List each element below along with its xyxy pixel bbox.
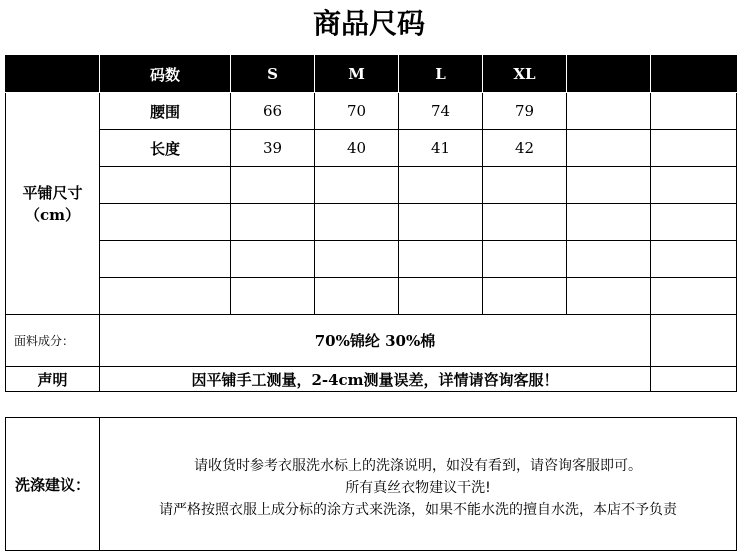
header-blank-cell	[651, 56, 737, 93]
cell-value: 70	[315, 93, 399, 130]
empty-cell	[651, 93, 737, 130]
empty-cell	[231, 204, 315, 241]
size-table	[5, 55, 737, 392]
empty-cell	[651, 278, 737, 315]
empty-cell	[567, 93, 651, 130]
row-label-length: 长度	[100, 130, 231, 167]
empty-cell	[483, 241, 567, 278]
header-code-label: 码数	[100, 56, 231, 93]
page-title: 商品尺码	[312, 7, 425, 40]
empty-cell	[483, 204, 567, 241]
header-blank-cell	[6, 56, 100, 93]
wash-instructions	[100, 418, 737, 551]
empty-cell	[567, 204, 651, 241]
header-size-m: M	[315, 56, 399, 93]
wash-line: 请严格按照衣服上成分标的涂方式来洗涤，如果不能水洗的擅自水洗，本店不予负责	[159, 502, 677, 518]
empty-cell	[399, 278, 483, 315]
header-size-xl: XL	[483, 56, 567, 93]
empty-cell	[651, 130, 737, 167]
header-size-l: L	[399, 56, 483, 93]
cell-value: 39	[231, 130, 315, 167]
empty-cell	[567, 130, 651, 167]
table-row	[6, 93, 737, 130]
header-row	[6, 56, 737, 93]
material-value: 70%锦纶 30%棉	[100, 315, 651, 367]
empty-cell	[231, 241, 315, 278]
section-label-line2: （cm）	[24, 205, 80, 224]
table-row-empty	[6, 204, 737, 241]
wash-line: 请收货时参考衣服洗水标上的洗涤说明，如没有看到，请咨询客服即可。	[194, 458, 642, 474]
cell-value: 74	[399, 93, 483, 130]
empty-cell	[399, 167, 483, 204]
cell-value: 40	[315, 130, 399, 167]
empty-cell	[231, 167, 315, 204]
empty-cell	[651, 315, 737, 367]
material-label: 面料成分：	[6, 315, 100, 367]
empty-cell	[399, 204, 483, 241]
cell-value: 41	[399, 130, 483, 167]
table-row-empty	[6, 278, 737, 315]
header-blank-cell	[567, 56, 651, 93]
empty-cell	[651, 241, 737, 278]
empty-cell	[483, 278, 567, 315]
empty-cell	[567, 241, 651, 278]
cell-value: 66	[231, 93, 315, 130]
wash-line: 所有真丝衣物建议干洗!	[345, 480, 491, 496]
row-label-waist: 腰围	[100, 93, 231, 130]
empty-cell	[315, 241, 399, 278]
statement-label: 声明	[6, 367, 100, 392]
statement-value: 因平铺手工测量，2-4cm测量误差，详情请咨询客服！	[100, 367, 651, 392]
table-row	[6, 130, 737, 167]
empty-cell	[100, 204, 231, 241]
header-size-s: S	[231, 56, 315, 93]
empty-cell	[100, 167, 231, 204]
wash-row	[6, 418, 737, 551]
empty-cell	[567, 167, 651, 204]
table-row-empty	[6, 167, 737, 204]
material-row	[6, 315, 737, 367]
table-row-empty	[6, 241, 737, 278]
statement-row	[6, 367, 737, 392]
empty-cell	[567, 278, 651, 315]
empty-cell	[231, 278, 315, 315]
empty-cell	[651, 167, 737, 204]
cell-value: 79	[483, 93, 567, 130]
section-label-line1: 平铺尺寸	[22, 183, 83, 202]
empty-cell	[315, 167, 399, 204]
section-label	[6, 93, 100, 315]
empty-cell	[651, 204, 737, 241]
empty-cell	[315, 278, 399, 315]
empty-cell	[483, 167, 567, 204]
empty-cell	[100, 278, 231, 315]
empty-cell	[100, 241, 231, 278]
empty-cell	[315, 204, 399, 241]
wash-table	[5, 417, 737, 551]
cell-value: 42	[483, 130, 567, 167]
empty-cell	[399, 241, 483, 278]
empty-cell	[651, 367, 737, 392]
wash-label: 洗涤建议：	[6, 418, 100, 551]
